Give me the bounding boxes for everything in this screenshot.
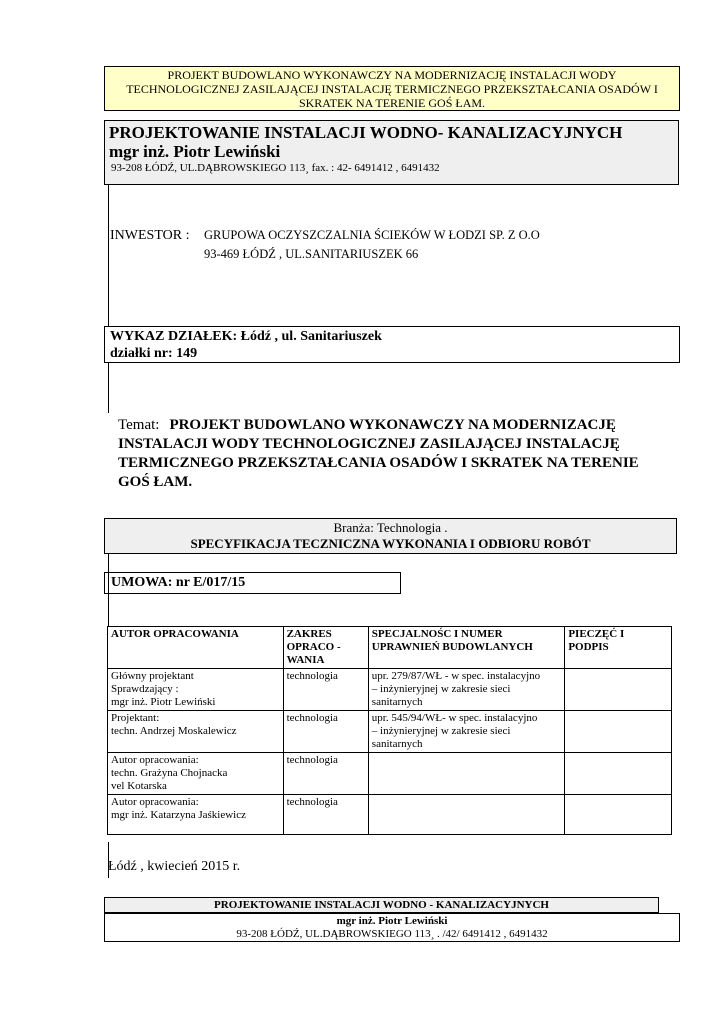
plots-box	[104, 326, 680, 363]
header-stamp-line: PIECZĘĆ I	[568, 628, 625, 640]
cell-author	[108, 669, 284, 711]
author-line: vel Kotarska	[111, 780, 167, 792]
spec-line: sanitarnych	[371, 696, 423, 708]
office-address: 93-208 ŁÓDŹ, UL.DĄBROWSKIEGO 113¸ fax. : 42- 6491412 , 6491432	[111, 162, 440, 174]
cell-specialty	[368, 753, 565, 795]
author-line: mgr inż. Piotr Lewiński	[111, 696, 216, 708]
header-scope	[283, 627, 368, 669]
cell-scope: technologia	[283, 669, 368, 711]
author-line: Projektant:	[111, 712, 160, 724]
project-banner	[104, 66, 680, 111]
banner-line-2: TECHNOLOGICZNEJ ZASILAJĄCEJ INSTALACJĘ TERMICZNEGO PRZEKSZTAŁCANIA OSADÓW I	[126, 82, 658, 96]
place-and-date: Łódź , kwiecień 2015 r.	[108, 859, 241, 874]
table-row	[108, 669, 672, 711]
specification-title: SPECYFIKACJA TECZNICZNA WYKONANIA I ODBIORU ROBÓT	[190, 536, 591, 551]
design-office-box	[104, 120, 679, 185]
author-line: Główny projektant	[111, 670, 194, 682]
header-scope-line: WANIA	[286, 654, 325, 666]
subject-prefix: Temat:	[118, 417, 160, 433]
office-designer-name: mgr inż. Piotr Lewiński	[109, 142, 281, 161]
author-line: Autor opracowania:	[111, 796, 199, 808]
banner-line-1: PROJEKT BUDOWLANO WYKONAWCZY NA MODERNIZACJĘ INSTALACJI WODY	[167, 68, 617, 82]
footer-address-box	[104, 913, 680, 942]
plots-number: działki nr: 149	[110, 346, 198, 361]
header-scope-line: OPRACO -	[286, 641, 341, 653]
header-specialty	[368, 627, 565, 669]
cell-author	[108, 753, 284, 795]
branch-box	[104, 518, 677, 554]
cell-stamp	[565, 795, 672, 835]
cell-stamp	[565, 669, 672, 711]
header-spec-line: UPRAWNIEŃ BUDOWLANYCH	[371, 641, 533, 653]
frame-line-left-mid	[108, 363, 109, 413]
table-row	[108, 711, 672, 753]
cell-specialty	[368, 669, 565, 711]
header-author: AUTOR OPRACOWANIA	[108, 627, 284, 669]
author-line: mgr inż. Katarzyna Jaśkiewicz	[111, 809, 246, 821]
author-line: Autor opracowania:	[111, 754, 199, 766]
header-spec-line: SPECJALNOŚC I NUMER	[371, 628, 503, 640]
cell-specialty	[368, 711, 565, 753]
header-stamp-line: PODPIS	[568, 641, 609, 653]
author-line: Sprawdzający :	[111, 683, 179, 695]
footer-title-box: PROJEKTOWANIE INSTALACJI WODNO - KANALIZACYJNYCH	[104, 897, 659, 913]
office-title: PROJEKTOWANIE INSTALACJI WODNO- KANALIZACYJNYCH	[109, 123, 623, 142]
investor-block	[110, 226, 540, 263]
header-scope-line: ZAKRES	[286, 628, 332, 640]
spec-line: sanitarnych	[371, 738, 423, 750]
footer-address: 93-208 ŁÓDŹ, UL.DĄBROWSKIEGO 113¸ . /42/ 6491412 , 6491432	[236, 928, 548, 940]
authors-table	[107, 626, 672, 835]
table-row	[108, 753, 672, 795]
cell-author	[108, 795, 284, 835]
cell-scope: technologia	[283, 711, 368, 753]
spec-line: – inżynieryjnej w zakresie sieci	[371, 683, 511, 695]
investor-label: INWESTOR :	[110, 228, 190, 243]
investor-address: 93-469 ŁÓDŹ , UL.SANITARIUSZEK 66	[204, 247, 419, 261]
branch-name: Branża: Technologia .	[333, 520, 448, 535]
table-header-row	[108, 627, 672, 669]
cell-specialty	[368, 795, 565, 835]
investor-name: GRUPOWA OCZYSZCZALNIA ŚCIEKÓW W ŁODZI SP. Z O.O	[204, 228, 540, 242]
header-stamp	[565, 627, 672, 669]
spec-line: – inżynieryjnej w zakresie sieci	[371, 725, 511, 737]
cell-stamp	[565, 711, 672, 753]
author-line: techn. Grażyna Chojnacka	[111, 767, 228, 779]
footer-designer-name: mgr inż. Piotr Lewiński	[336, 915, 448, 927]
cell-scope: technologia	[283, 795, 368, 835]
banner-line-3: SKRATEK NA TERENIE GOŚ ŁAM.	[298, 96, 486, 110]
subject-block	[118, 416, 648, 492]
table-row	[108, 795, 672, 835]
subject-text: PROJEKT BUDOWLANO WYKONAWCZY NA MODERNIZACJĘ INSTALACJI WODY TECHNOLOGICZNEJ ZASILAJĄCEJ INSTALACJĘ TERMICZNEGO PRZEKSZTAŁCANIA OSADÓW I SKRATEK NA TERENIE GOŚ ŁAM.	[118, 417, 639, 490]
cell-stamp	[565, 753, 672, 795]
cell-author	[108, 711, 284, 753]
cell-scope: technologia	[283, 753, 368, 795]
spec-line: upr. 279/87/WŁ - w spec. instalacyjno	[371, 670, 541, 682]
frame-line-left-upper	[108, 185, 109, 326]
spec-line: upr. 545/94/WŁ- w spec. instalacyjno	[371, 712, 538, 724]
author-line: techn. Andrzej Moskalewicz	[111, 725, 237, 737]
plots-location: WYKAZ DZIAŁEK: Łódź , ul. Sanitariuszek	[110, 329, 382, 344]
contract-box: UMOWA: nr E/017/15	[104, 572, 401, 594]
